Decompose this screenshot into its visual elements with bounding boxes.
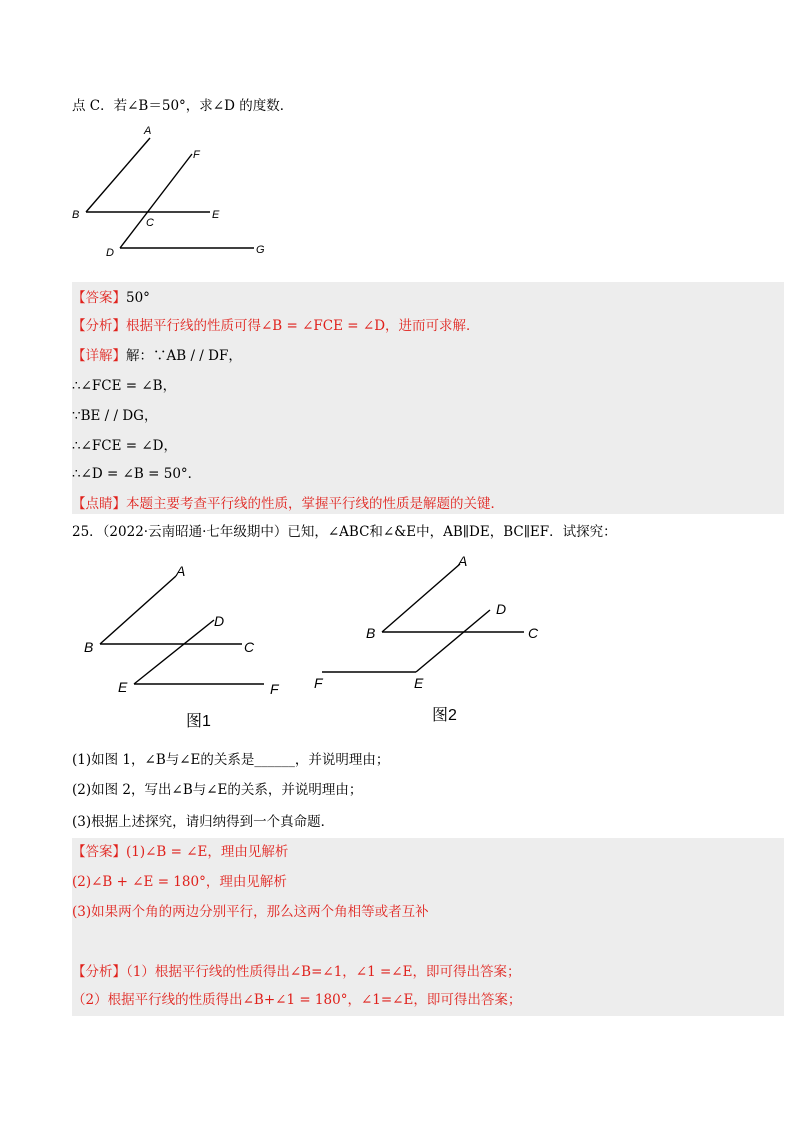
- q25-answer-line-1: (1)∠B = ∠E，理由见解析: [126, 844, 289, 860]
- q25-analysis-1: [72, 962, 520, 982]
- fig2-label-f: F: [314, 675, 323, 691]
- q24-intro: 点 C．若∠B＝50°，求∠D 的度数．: [72, 98, 294, 114]
- q24-figure: [70, 122, 280, 262]
- q25-analysis-line-2: （2）根据平行线的性质得出∠B+∠1 = 180°，∠1=∠E，即可得出答案；: [72, 992, 522, 1008]
- q24-detail-line-2: ∴∠FCE = ∠B，: [72, 378, 177, 394]
- q24-comment-text: 本题主要考查平行线的性质，掌握平行线的性质是解题的关键．: [126, 496, 504, 512]
- q24-answer-text: 50°: [126, 290, 150, 306]
- q24-analysis-text: 根据平行线的性质可得∠B = ∠FCE = ∠D，进而可求解．: [126, 318, 480, 334]
- fig1-label-b: B: [84, 639, 94, 655]
- fig1-label-f: F: [270, 681, 279, 697]
- q25-answer-line-3: (3)如果两个角的两边分别平行，那么这两个角相等或者互补: [72, 904, 429, 920]
- q24-comment-tag: 【点睛】: [72, 496, 126, 512]
- fig2-label-a: A: [458, 553, 468, 569]
- fig1-label-c: C: [244, 639, 255, 655]
- q25-analysis-tag: 【分析】: [72, 964, 126, 980]
- q25-answer-tag: 【答案】: [72, 844, 126, 860]
- q25-sub-1: (1)如图 1，∠B与∠E的关系是______，并说明理由；: [72, 752, 390, 768]
- q24-analysis: [72, 316, 480, 336]
- q24-detail-line-1: 解：∵AB / / DF，: [126, 348, 242, 364]
- q24-detail-line-5: ∴∠D = ∠B = 50°．: [72, 466, 202, 482]
- q25-analysis-line-1: （1）根据平行线的性质得出∠B=∠1，∠1 =∠E，即可得出答案；: [126, 964, 521, 980]
- q24-detail-line-4: ∴∠FCE = ∠D，: [72, 438, 177, 454]
- fig2-caption: 图2: [432, 707, 457, 724]
- fig1-caption: 图1: [186, 713, 211, 730]
- q24-detail-line-3: ∵BE / / DG，: [72, 408, 158, 424]
- q25-sub-3: (3)根据上述探究，请归纳得到一个真命题．: [72, 814, 335, 830]
- fig24-label-a: A: [144, 125, 152, 137]
- q24-analysis-tag: 【分析】: [72, 318, 126, 334]
- q25-figure-1: [80, 560, 300, 740]
- q25-answer-line-2: (2)∠B + ∠E = 180°，理由见解析: [72, 874, 287, 890]
- q25-figure-2: [312, 548, 552, 728]
- fig1-label-e: E: [118, 679, 128, 695]
- q24-comment: [72, 494, 504, 514]
- fig1-label-a: A: [176, 563, 186, 579]
- fig24-label-b: B: [72, 209, 80, 221]
- q25-answer-1: [72, 842, 288, 862]
- fig24-label-c: C: [146, 217, 154, 229]
- fig1-label-d: D: [214, 613, 225, 629]
- q24-detail-tag: 【详解】: [72, 348, 126, 364]
- q24-answer: [72, 288, 150, 308]
- fig24-label-e: E: [212, 209, 220, 221]
- q25-stem: 25．（2022·云南昭通·七年级期中）已知，∠ABC和∠&E中，AB∥DE，BC∥EF．试探究：: [72, 524, 617, 540]
- fig2-label-b: B: [366, 625, 376, 641]
- fig2-label-d: D: [496, 601, 507, 617]
- fig2-label-c: C: [528, 625, 539, 641]
- q24-answer-tag: 【答案】: [72, 290, 126, 306]
- fig2-label-e: E: [414, 675, 424, 691]
- fig24-label-d: D: [106, 247, 114, 259]
- q24-detail-1: [72, 346, 242, 366]
- fig24-label-f: F: [193, 149, 200, 161]
- fig24-label-g: G: [256, 244, 265, 256]
- q25-sub-2: (2)如图 2，写出∠B与∠E的关系，并说明理由；: [72, 782, 363, 798]
